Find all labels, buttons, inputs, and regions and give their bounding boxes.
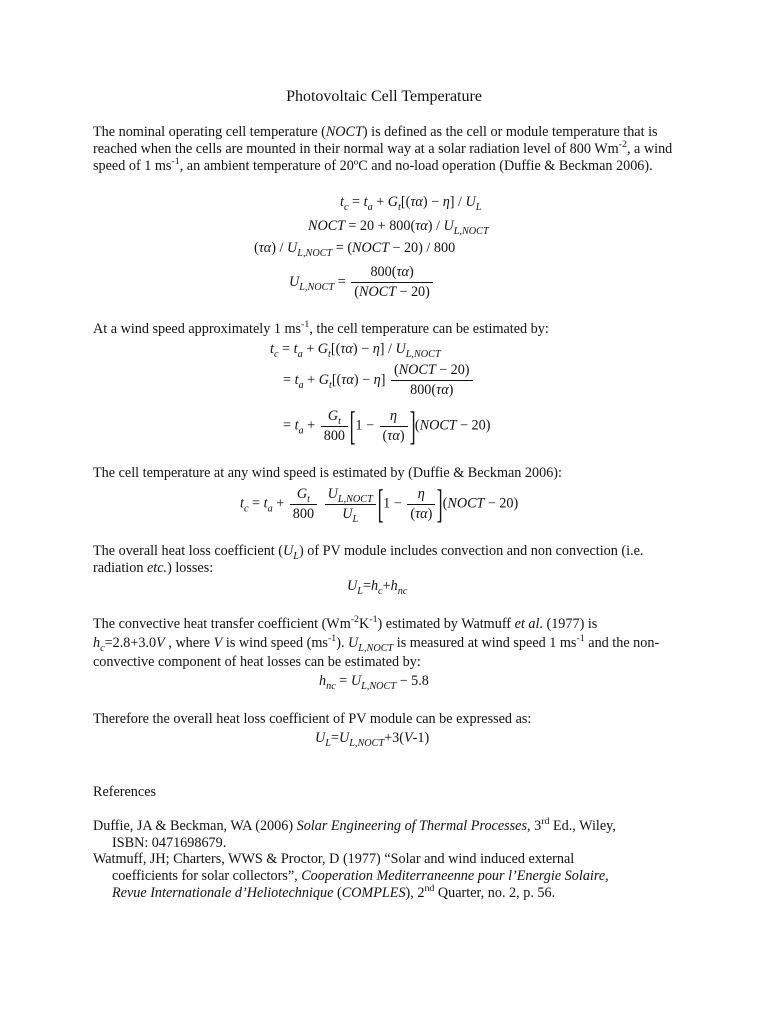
- fraction: $\frac{G_t}{800}$: [290, 486, 317, 523]
- fraction: $\frac{\text{(NOCT − 20)}}{800(\tau\alpha)}$: [391, 362, 473, 399]
- equation-ul-final: $U_L=U_{L,NOCT}+3(V-1)$: [315, 730, 430, 749]
- equation-hnc: $h_{nc} = U_{L,NOCT} - 5.8$: [319, 673, 429, 692]
- equation-cell-temperature: $t_c = t_a + G_t[(\tau\alpha) - \eta] / U_L$: [340, 194, 482, 213]
- intro-paragraph: The nominal operating cell temperature (NOCT) is defined as the cell or module temperature that is reached when the cells are mounted in their normal way at a solar radiation level of 800 $Wm^{-2}$, a wind speed of 1 $ms^{-1}$, an ambient temperature of 20ºC and no-load operation (Duffie & Beckman 2006).: [93, 124, 673, 174]
- any-wind-paragraph: The cell temperature at any wind speed is estimated by (Duffie & Beckman 2006):: [93, 465, 562, 481]
- equation-ul-sum: $U_L=h_c+h_{nc}$: [347, 578, 408, 597]
- equation-estimate-line2: = $t_a + G_t[(\tau\alpha) - \eta]$ $\frac{\text{(NOCT − 20)}}{800(\tau\alpha)}$: [283, 362, 475, 399]
- equation-ta-ratio: $(\tau\alpha) / U_{L,NOCT}$ = (NOCT − 20) / 800: [254, 240, 456, 259]
- fraction: $\frac{U_{L,NOCT}}{U_L}$: [325, 486, 376, 523]
- reference-duffie: Duffie, JA & Beckman, WA (2006) Solar Engineering of Thermal Processes, 3rd Ed., Wiley, ISBN: 0471698679.: [93, 816, 616, 851]
- equation-any-wind: $t_c = t_a$ + $\frac{G_t}{800}$ $\frac{U_{L,NOCT}}{U_L}$ [1 − $\frac{\eta}{(\tau\alpha)}$ ](NOCT − 20): [240, 481, 519, 526]
- equation-estimate-line3: = $t_a$ + $\frac{G_t}{800}$ [1 − $\frac{\eta}{(\tau\alpha)}$ ](NOCT − 20): [283, 403, 491, 448]
- equation-estimate-line1: $t_c = t_a + G_t[(\tau\alpha) - \eta] / U_{L,NOCT}$: [270, 341, 441, 360]
- fraction: $\frac{G_t}{800}$: [321, 408, 348, 445]
- therefore-paragraph: Therefore the overall heat loss coefficient of PV module can be expressed as:: [93, 711, 532, 727]
- fraction: $\frac{800(\tau\alpha)}{\text{(NOCT − 20)}}$: [351, 264, 433, 301]
- heat-loss-paragraph: The overall heat loss coefficient $(U_L)$ of PV module includes convection and non convection (i.e. radiation etc.) losses:: [93, 543, 644, 576]
- equation-noct: NOCT = $20 + 800(\tau\alpha) / U_{L,NOCT}$: [308, 218, 489, 237]
- equation-ul-noct: $U_{L,NOCT}$ = $\frac{800(\tau\alpha)}{\text{(NOCT − 20)}}$: [289, 264, 435, 301]
- page-title: Photovoltaic Cell Temperature: [286, 88, 482, 105]
- reference-watmuff: Watmuff, JH; Charters, WWS & Proctor, D (1977) “Solar and wind induced external coefficients for solar collectors”, Cooperation Mediterraneenne pour l’Energie Solaire, Revue Internationale d’Heliotechnique (COMPLES), 2nd Quarter, no. 2, p. 56.: [93, 851, 609, 901]
- references-heading: References: [93, 784, 157, 800]
- convective-paragraph: The convective heat transfer coefficient $(Wm^{-2}K^{-1})$ estimated by Watmuff et al. (1977) is $h_c=2.8+3.0V$ , where V is wind speed $(ms^{-1})$. $U_{L,NOCT}$ is measured at wind speed 1 $ms^{-1}$ and the non-convective component of heat losses can be estimated by:: [93, 614, 660, 670]
- fraction: $\frac{\eta}{(\tau\alpha)}$: [407, 486, 435, 523]
- wind-speed-paragraph: At a wind speed approximately 1 $ms^{-1}$, the cell temperature can be estimated by:: [93, 319, 549, 337]
- fraction: $\frac{\eta}{(\tau\alpha)}$: [380, 408, 408, 445]
